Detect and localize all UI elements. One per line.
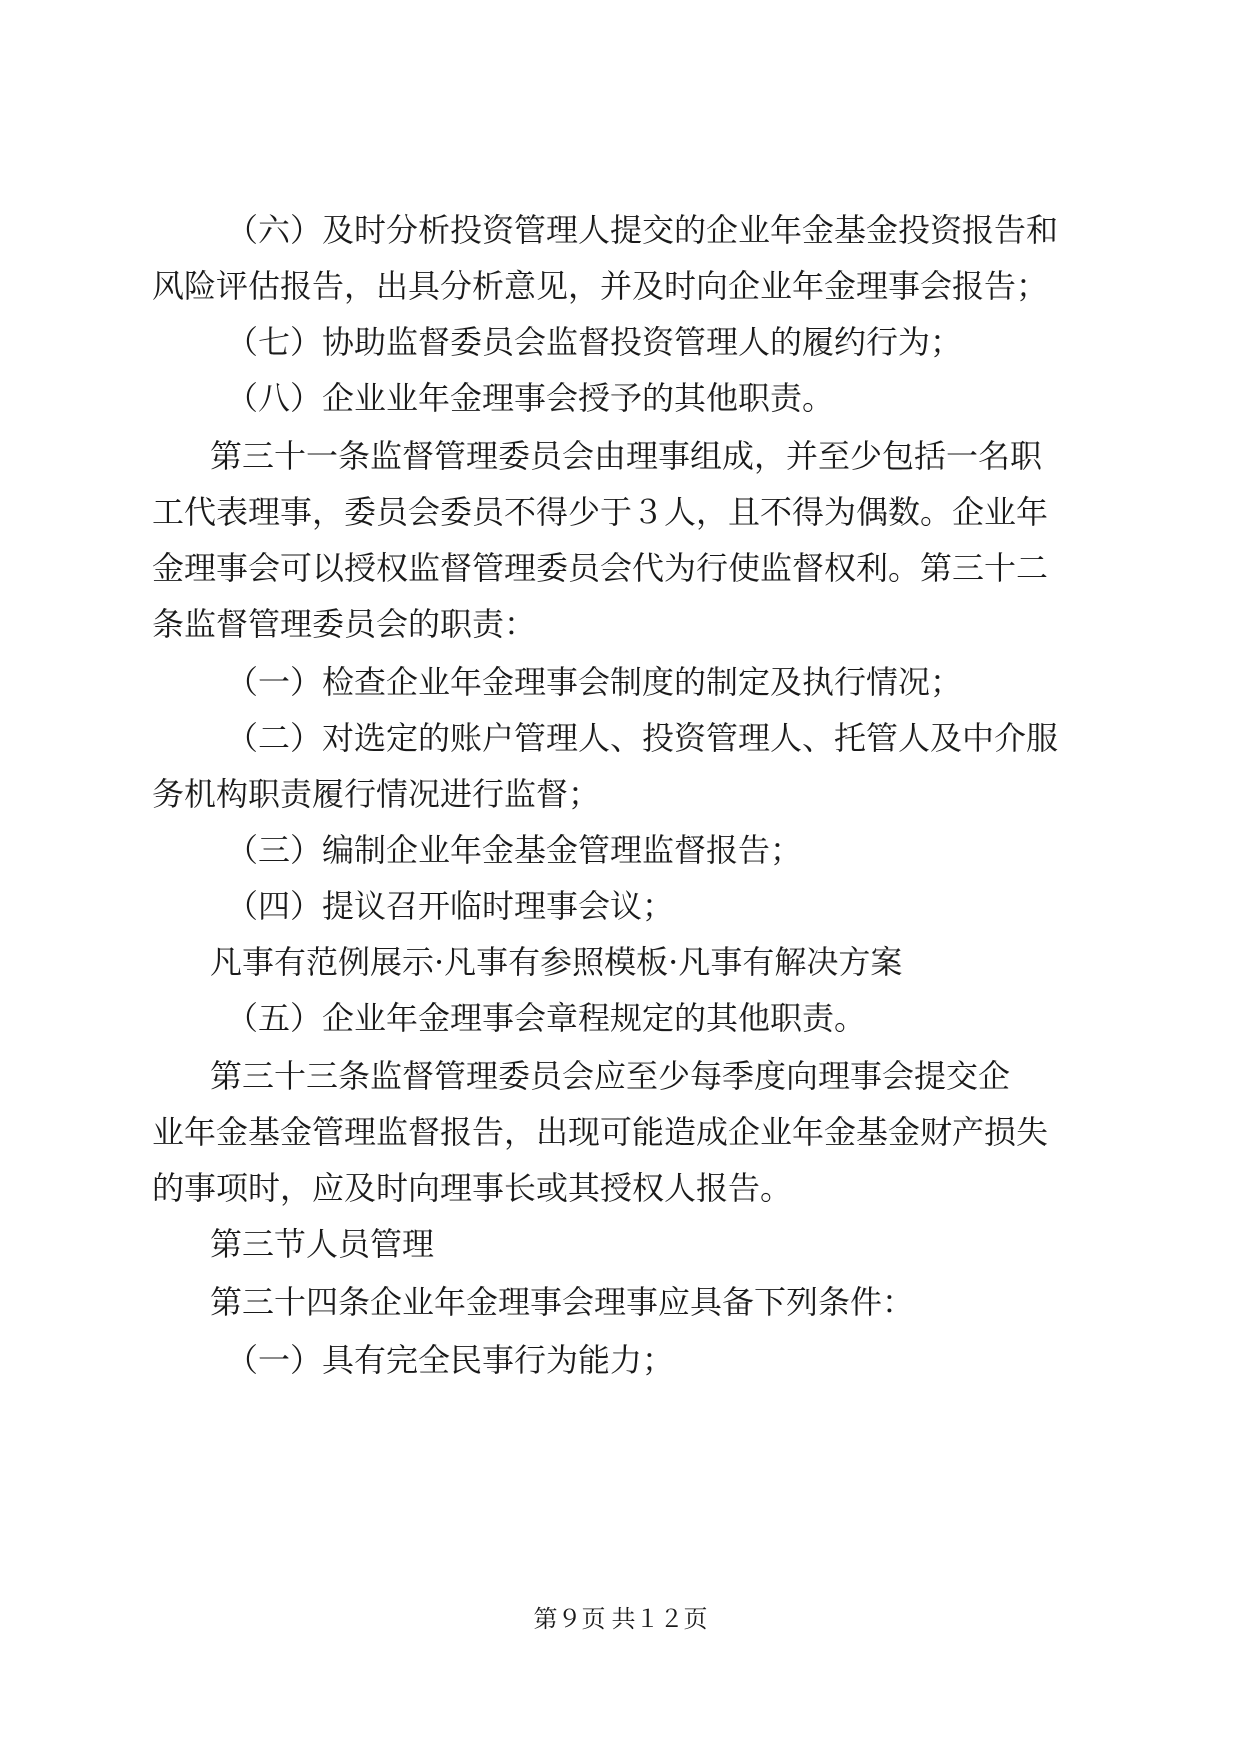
line-text: 务机构职责履行情况进行监督； xyxy=(152,775,601,813)
line-text: 风险评估报告，出具分析意见，并及时向企业年金理事会报告； xyxy=(152,267,1049,305)
line-text: （四）提议召开临时理事会议； xyxy=(226,887,675,925)
line-text: （一）具有完全民事行为能力； xyxy=(226,1341,675,1379)
line-text: （六）及时分析投资管理人提交的企业年金基金投资报告和 xyxy=(226,211,1059,249)
line-text: （二）对选定的账户管理人、投资管理人、托管人及中介服 xyxy=(226,719,1059,757)
line-text: 工代表理事，委员会委员不得少于３人，且不得为偶数。企业年 xyxy=(152,493,1049,531)
line-text: 条监督管理委员会的职责： xyxy=(152,605,537,643)
line-text: 第三节人员管理 xyxy=(210,1225,435,1263)
line-text: （八）企业业年金理事会授予的其他职责。 xyxy=(226,379,835,417)
line-text: 的事项时，应及时向理事长或其授权人报告。 xyxy=(152,1169,793,1207)
line-text: 凡事有范例展示·凡事有参照模板·凡事有解决方案 xyxy=(210,943,903,981)
line-text: 第三十四条企业年金理事会理事应具备下列条件： xyxy=(210,1283,915,1321)
line-text: 金理事会可以授权监督管理委员会代为行使监督权利。第三十二 xyxy=(152,549,1049,587)
line-text: 第三十三条监督管理委员会应至少每季度向理事会提交企 xyxy=(210,1057,1011,1095)
page-number: 第９页 共１２页 xyxy=(533,1607,708,1633)
line-text: （五）企业年金理事会章程规定的其他职责。 xyxy=(226,999,867,1037)
line-text: 第三十一条监督管理委员会由理事组成，并至少包括一名职 xyxy=(210,437,1043,475)
line-text: （三）编制企业年金基金管理监督报告； xyxy=(226,831,803,869)
line-text: （一）检查企业年金理事会制度的制定及执行情况； xyxy=(226,663,963,701)
line-text: 业年金基金管理监督报告，出现可能造成企业年金基金财产损失 xyxy=(152,1113,1049,1151)
line-text: （七）协助监督委员会监督投资管理人的履约行为； xyxy=(226,323,963,361)
